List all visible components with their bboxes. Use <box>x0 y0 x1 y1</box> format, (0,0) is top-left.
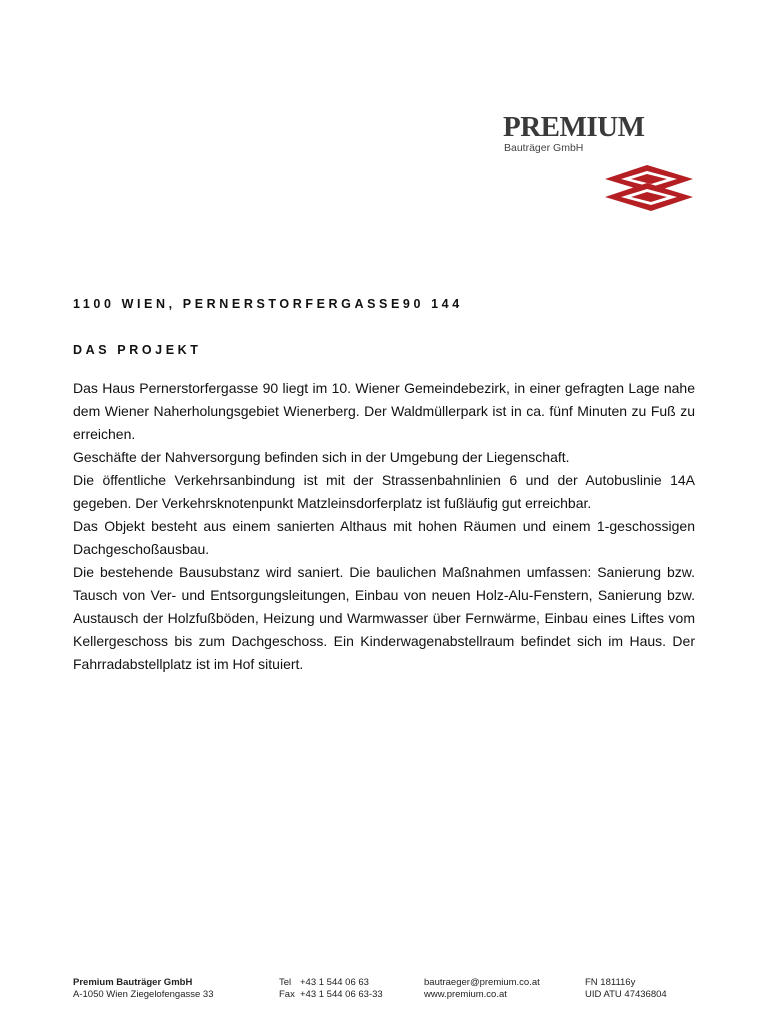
paragraph-renovation: Die bestehende Bausubstanz wird saniert. Die baulichen Maßnahmen umfassen: Sanierung bzw. Tausch von Ver- und Entsorgungsleitungen, Einbau von neuen Holz-Alu-Fenstern, Sanierung bzw. Austausch der Holzfußböden, Heizung und Warmwasser über Fernwärme, Einbau eines Liftes vom Kellergeschoss bis zum Dachgeschoss. Ein Kinderwagenabstellraum befindet sich im Haus. Der Fahrradabstellplatz ist im Hof situiert. <box>73 564 695 672</box>
paragraph-shopping: Geschäfte der Nahversorgung befinden sich in der Umgebung der Liegenschaft. <box>73 449 570 465</box>
paragraph-location: Das Haus Pernerstorfergasse 90 liegt im 10. Wiener Gemeindebezirk, in einer gefragten Lage nahe dem Wiener Naherholungsgebiet Wienerberg. Der Waldmüllerpark ist in ca. fünf Minuten zu Fuß zu erreichen. <box>73 380 695 442</box>
footer-company-name: Premium Bauträger GmbH <box>73 977 193 988</box>
address-heading: 1100 WIEN, PERNERSTORFERGASSE90 144 <box>73 297 463 311</box>
footer-uid: UID ATU 47436804 <box>585 989 667 1000</box>
project-heading: DAS PROJEKT <box>73 343 202 357</box>
logo-mark-icon <box>601 164 697 214</box>
company-logo <box>503 112 703 154</box>
page-footer <box>73 977 713 1003</box>
footer-tel: +43 1 544 06 63 <box>300 977 369 988</box>
footer-registry-block <box>585 977 667 1001</box>
footer-company-block <box>73 977 213 1001</box>
footer-address: A-1050 Wien Ziegelofengasse 33 <box>73 989 214 1000</box>
logo-name: PREMIUM <box>503 111 645 143</box>
paragraph-transport: Die öffentliche Verkehrsanbindung ist mit der Strassenbahnlinien 6 und der Autobuslinie 14A gegeben. Der Verkehrsknotenpunkt Matzleinsdorferplatz ist fußläufig gut erreichbar. <box>73 472 695 511</box>
footer-fax: +43 1 544 06 63-33 <box>300 989 383 1000</box>
footer-tel-label: Tel <box>279 977 292 988</box>
footer-contact-block <box>424 977 540 1001</box>
logo-subtitle: Bauträger GmbH <box>504 142 584 154</box>
paragraph-building: Das Objekt besteht aus einem sanierten Althaus mit hohen Räumen und einem 1-geschossigen Dachgeschoßausbau. <box>73 518 695 557</box>
footer-fax-label: Fax <box>279 989 295 1000</box>
project-description <box>73 377 695 676</box>
footer-email[interactable]: bautraeger@premium.co.at <box>424 977 540 988</box>
footer-phone-block <box>279 977 383 1001</box>
footer-fn: FN 181116y <box>585 977 636 988</box>
footer-website[interactable]: www.premium.co.at <box>424 989 507 1000</box>
